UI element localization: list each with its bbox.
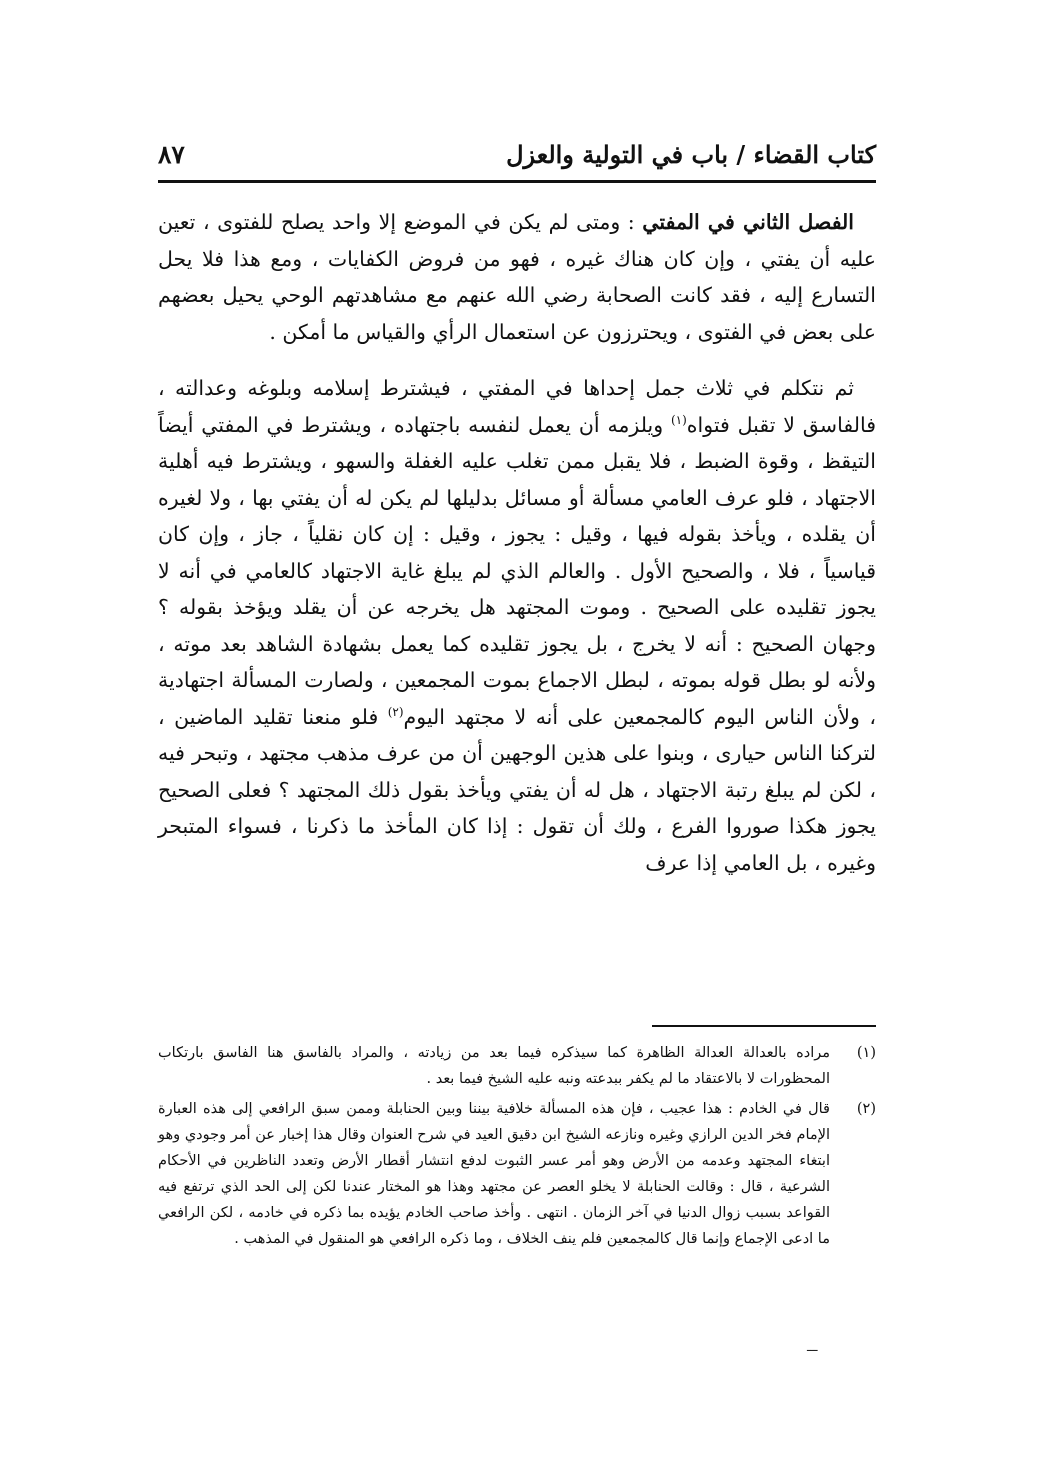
paragraph-text-part-3: فلو منعنا تقليد الماضين ، لتركنا الناس حيارى ، وبنوا على هذين الوجهين أن من عرف مذهب مجتهد ، وتبحر فيه ، لكن لم يبلغ رتبة الاجتهاد ، هل له أن يفتي ويأخذ بقول ذلك المجتهد ؟ فعلى الصحيح يجوز هكذا صوروا الفرع ، ولك أن تقول : إذا كان المأخذ ما ذكرنا ، فسواء المتبحر وغيره ، بل العامي إذا عرف xyxy=(158,704,876,875)
paragraph-text-part-2: ويلزمه أن يعمل لنفسه باجتهاده ، ويشترط في المفتي أيضاً التيقظ ، وقوة الضبط ، فلا يقبل ممن تغلب عليه الغفلة والسهو ، ويشترط فيه أهلية الاجتهاد ، فلو عرف العامي مسألة أو مسائل بدليلها لم يكن له أن يفتي بها ، ولا لغيره أن يقلده ، ويأخذ بقوله فيها ، وقيل : يجوز ، وقيل : إن كان نقلياً ، جاز ، وإن كان قياسياً ، فلا ، والصحيح الأول . والعالم الذي لم يبلغ غاية الاجتهاد كالعامي في أنه لا يجوز تقليده على الصحيح . وموت المجتهد هل يخرجه عن أن يقلد ويؤخذ بقوله ؟ وجهان الصحيح : أنه لا يخرج ، بل يجوز تقليده كما يعمل بشهادة الشاهد بعد موته ، ولأنه لو بطل قوله بموته ، لبطل الاجماع بموت المجمعين ، ولصارت المسألة اجتهادية ، ولأن الناس اليوم كالمجمعين على أنه لا مجتهد اليوم xyxy=(158,412,876,729)
paragraph-text-part-1: ثم نتكلم في ثلاث جمل إحداها في المفتي ، فيشترط إسلامه وبلوغه وعدالته ، فالفاسق لا تقبل فتواه xyxy=(158,376,876,437)
footnotes xyxy=(158,1040,876,1252)
running-header xyxy=(158,140,876,176)
header-title: كتاب القضاء / باب في التولية والعزل xyxy=(506,140,876,169)
footnote-text: قال في الخادم : هذا عجيب ، فإن هذه المسألة خلافية بيننا وبين الحنابلة وممن سبق الرافعي إلى هذه العبارة الإمام فخر الدين الرازي وغيره ونازعه الشيخ ابن دقيق العيد في شرح العنوان وقال هذا إخبار عن أمر وجودي وهو ابتغاء المجتهد وعدمه من الأرض وهو أمر عسر الثبوت لدفع انتشار أقطار الأرض وتعدد الناظرين في الأحكام الشرعية ، قال : وقالت الحنابلة لا يخلو العصر عن مجتهد وهذا هو المختار عندنا لكن إلى الحد الذي ترتفع فيه القواعد بسبب زوال الدنيا في آخر الزمان . انتهى . وأخذ صاحب الخادم يؤيده بما ذكره في خادمه ، لكن الرافعي ما ادعى الإجماع وإنما قال كالمجمعين فلم ينف الخلاف ، وما ذكره الرافعي هو المنقول في المذهب . xyxy=(158,1101,830,1247)
main-text xyxy=(158,204,876,881)
footnote-number: (١) xyxy=(856,1045,876,1061)
page-number: ٨٧ xyxy=(158,140,185,169)
paragraph-mufti-conditions xyxy=(158,370,876,881)
footnote-item xyxy=(158,1096,876,1252)
footnote-ref-2[interactable]: (٢) xyxy=(387,704,404,719)
footnote-ref-1[interactable]: (١) xyxy=(670,412,687,427)
footnote-item xyxy=(158,1040,876,1092)
bottom-mark: ـــ xyxy=(807,1340,818,1354)
footnote-text: مراده بالعدالة العدالة الظاهرة كما سيذكره فيما بعد من زيادته ، والمراد بالفاسق هنا الفاسق بارتكاب المحظورات لا بالاعتقاد ما لم يكفر ببدعته ونبه عليه الشيخ فيما بعد . xyxy=(158,1045,830,1087)
paragraph-text: : ومتى لم يكن في الموضع إلا واحد يصلح للفتوى ، تعين عليه أن يفتي ، وإن كان هناك غيره ، فهو من فروض الكفايات ، ومع هذا فلا يحل التسارع إليه ، فقد كانت الصحابة رضي الله عنهم مع مشاهدتهم الوحي يحيل بعضهم على بعض في الفتوى ، ويحترزون عن استعمال الرأي والقياس ما أمكن . xyxy=(158,210,876,344)
header-divider xyxy=(158,180,876,183)
footnote-divider xyxy=(652,1025,876,1027)
section-heading: الفصل الثاني في المفتي xyxy=(642,210,855,234)
paragraph-mufti-chapter xyxy=(158,204,876,350)
footnote-number: (٢) xyxy=(856,1101,876,1117)
